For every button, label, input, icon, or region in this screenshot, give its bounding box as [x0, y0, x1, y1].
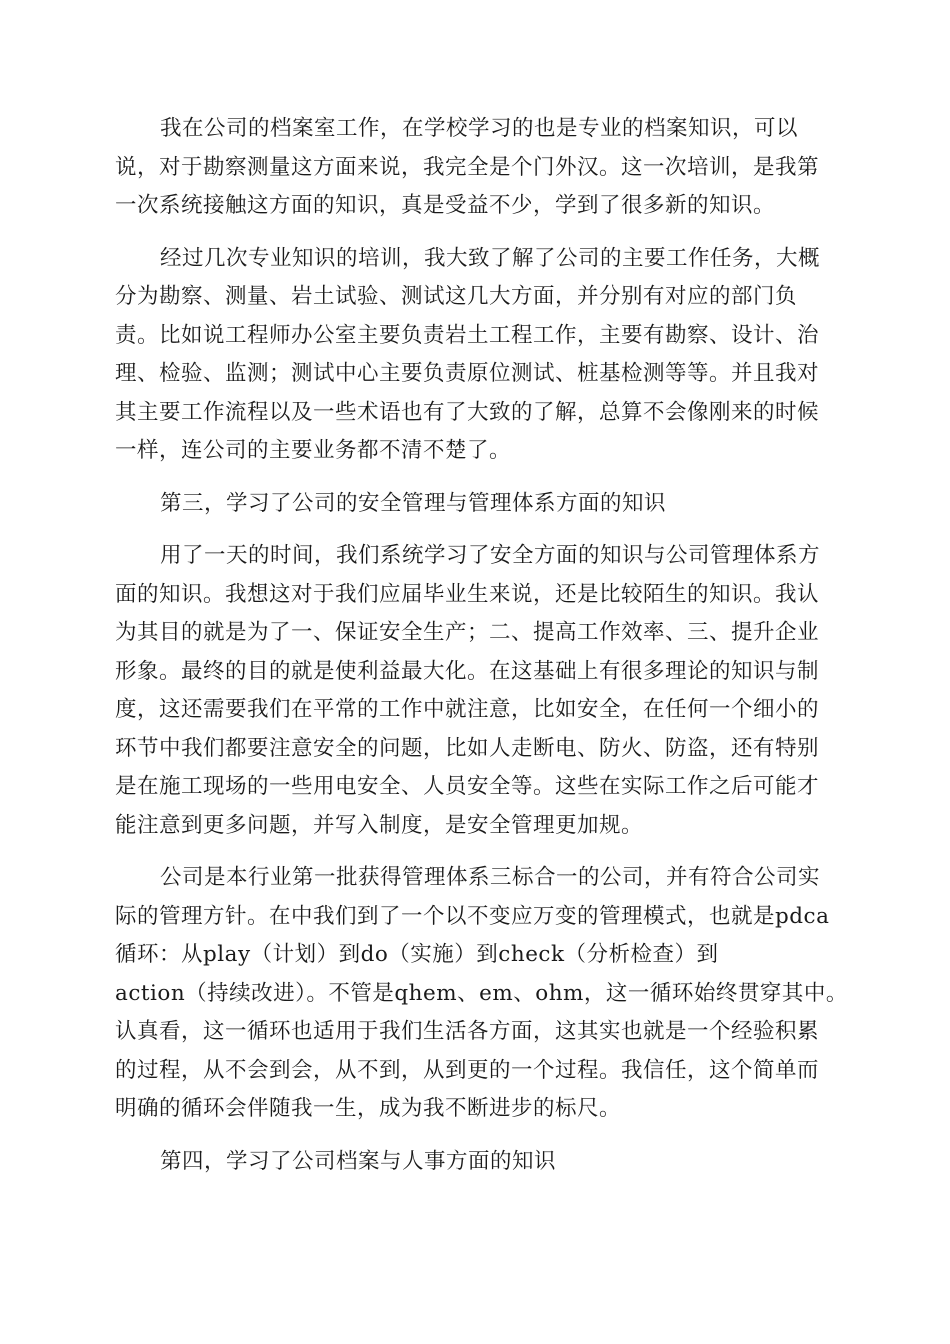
- text-line: 面的知识。我想这对于我们应届毕业生来说，还是比较陌生的知识。我认: [115, 581, 820, 607]
- text-line: 分为勘察、测量、岩土试验、测试这几大方面，并分别有对应的部门负: [115, 284, 798, 309]
- text-line: 理、检验、监测；测试中心主要负责原位测试、桩基检测等等。并且我对: [115, 361, 820, 386]
- paragraph-training-summary: [115, 240, 835, 471]
- text-line: 其主要工作流程以及一些术语也有了大致的了解，总算不会像刚来的时候: [115, 399, 820, 425]
- paragraph-pdca-cycle: [115, 859, 848, 1129]
- text-line: 循环：从play（计划）到do（实施）到check（分析检查）到: [115, 942, 719, 967]
- text-line: 一次系统接触这方面的知识，真是受益不少，学到了很多新的知识。: [115, 193, 776, 218]
- text-line: 能注意到更多问题，并写入制度，是安全管理更加规。: [115, 812, 644, 838]
- text-line: 第三，学习了公司的安全管理与管理体系方面的知识: [160, 490, 667, 516]
- text-line: 度，这还需要我们在平常的工作中就注意，比如安全，在任何一个细小的: [115, 697, 820, 722]
- text-line: 环节中我们都要注意安全的问题，比如人走断电、防火、防盗，还有特别: [115, 735, 820, 761]
- paragraph-safety-management: [115, 537, 835, 845]
- text-line: 一样，连公司的主要业务都不清不楚了。: [115, 438, 512, 463]
- text-line: 认真看，这一循环也适用于我们生活各方面，这其实也就是一个经验积累: [115, 1019, 820, 1044]
- text-line: 第四，学习了公司档案与人事方面的知识: [160, 1148, 557, 1174]
- document-body: [115, 110, 848, 1195]
- text-line: 经过几次专业知识的培训，我大致了解了公司的主要工作任务，大概: [160, 245, 821, 271]
- text-line: 责。比如说工程师办公室主要负责岩土工程工作，主要有勘察、设计、治: [115, 322, 820, 348]
- text-line: 际的管理方针。在中我们到了一个以不变应万变的管理模式，也就是pdca: [115, 903, 830, 929]
- text-line: 说，对于勘察测量这方面来说，我完全是个门外汉。这一次培训，是我第: [115, 154, 820, 180]
- text-line: 的过程，从不会到会，从不到，从到更的一个过程。我信任，这个简单而: [115, 1057, 820, 1083]
- text-line: 为其目的就是为了一、保证安全生产；二、提高工作效率、三、提升企业: [115, 620, 820, 645]
- text-line: 明确的循环会伴随我一生，成为我不断进步的标尺。: [115, 1096, 622, 1121]
- text-line: 公司是本行业第一批获得管理体系三标合一的公司，并有符合公司实: [160, 865, 821, 890]
- section-heading-third: [115, 485, 835, 524]
- paragraph-archive-intro: [115, 110, 835, 226]
- text-line: 我在公司的档案室工作，在学校学习的也是专业的档案知识，可以: [160, 116, 799, 141]
- text-line: action（持续改进）。不管是qhem、em、ohm，这一循环始终贯穿其中。: [115, 980, 848, 1006]
- section-heading-fourth: [115, 1143, 835, 1182]
- text-line: 用了一天的时间，我们系统学习了安全方面的知识与公司管理体系方: [160, 543, 821, 568]
- text-line: 是在施工现场的一些用电安全、人员安全等。这些在实际工作之后可能才: [115, 774, 820, 799]
- text-line: 形象。最终的目的就是使利益最大化。在这基础上有很多理论的知识与制: [115, 658, 820, 684]
